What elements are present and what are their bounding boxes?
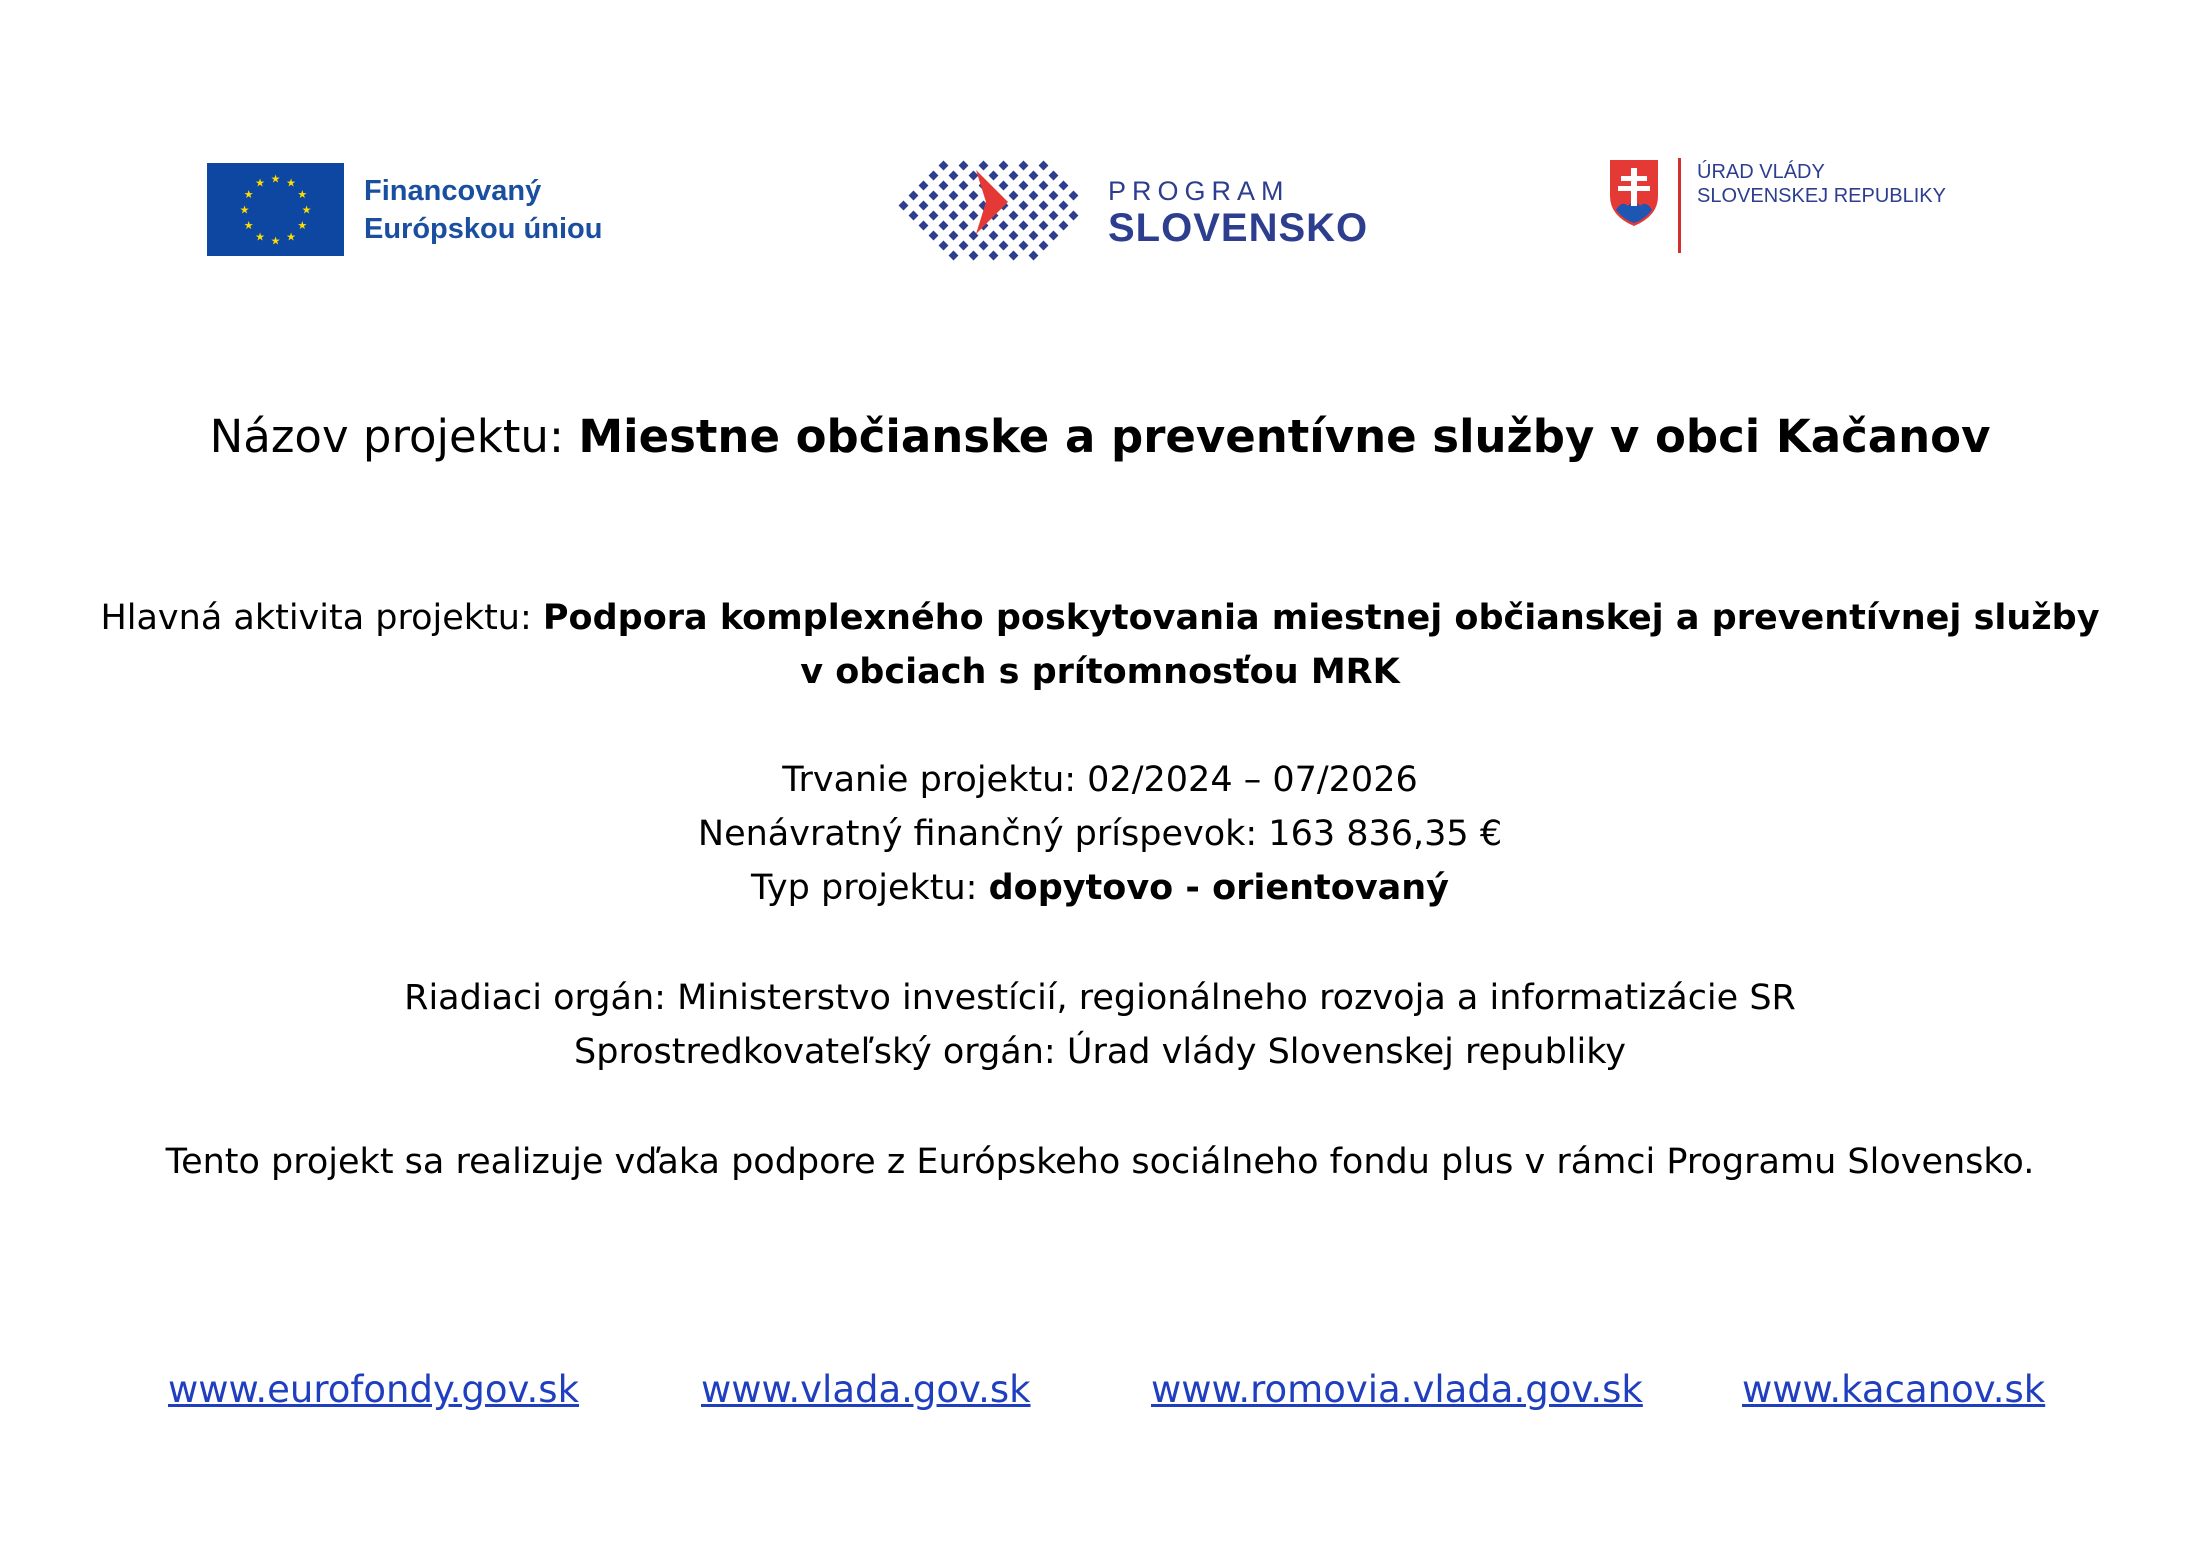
pattern-diamond — [949, 191, 959, 201]
pattern-diamond — [949, 211, 959, 221]
pattern-diamond — [919, 201, 929, 211]
pattern-diamond — [979, 241, 989, 251]
pattern-diamond — [909, 211, 919, 221]
activity-value-line1: Podpora komplexného poskytovania miestnej občianskej a preventívnej služby — [542, 598, 2100, 638]
managing-authority: Riadiaci orgán: Ministerstvo investícií, regionálneho rozvoja a informatizácie SR — [404, 978, 1796, 1018]
eu-flag-icon — [207, 163, 344, 256]
pattern-diamond — [1049, 191, 1059, 201]
pattern-diamond — [1019, 221, 1029, 231]
pattern-diamond — [959, 181, 969, 191]
eu-star-icon: ★ — [243, 189, 254, 201]
activity-label: Hlavná aktivita projektu: — [100, 598, 543, 638]
link-vlada[interactable]: www.vlada.gov.sk — [701, 1368, 1031, 1411]
program-logo-line2: SLOVENSKO — [1108, 205, 1369, 250]
pattern-diamond — [939, 241, 949, 251]
pattern-diamond — [939, 181, 949, 191]
urad-vlady-logo — [1608, 158, 1946, 253]
pattern-diamond — [1019, 241, 1029, 251]
pattern-diamond — [1009, 231, 1019, 241]
pattern-diamond — [959, 241, 969, 251]
pattern-diamond — [969, 211, 979, 221]
project-grant: Nenávratný finančný príspevok: 163 836,35 € — [697, 814, 1503, 854]
logo-divider — [1678, 158, 1681, 253]
pattern-diamond — [1039, 241, 1049, 251]
activity-value-line2: v obciach s prítomnosťou MRK — [800, 652, 1400, 692]
eu-star-icon: ★ — [297, 189, 308, 201]
type-label: Typ projektu: — [751, 868, 989, 908]
program-slovensko-logo — [898, 160, 1368, 265]
pattern-diamond — [1029, 191, 1039, 201]
pattern-diamond — [999, 241, 1009, 251]
pattern-diamond — [999, 161, 1009, 171]
pattern-diamond — [1049, 171, 1059, 181]
project-duration: Trvanie projektu: 02/2024 – 07/2026 — [782, 760, 1418, 800]
pattern-diamond — [1029, 251, 1039, 261]
pattern-diamond — [1009, 251, 1019, 261]
pattern-diamond — [1029, 231, 1039, 241]
program-logo-line1: PROGRAM — [1108, 175, 1290, 206]
link-romovia[interactable]: www.romovia.vlada.gov.sk — [1151, 1368, 1643, 1411]
link-eurofondy[interactable]: www.eurofondy.gov.sk — [168, 1368, 579, 1411]
pattern-diamond — [999, 181, 1009, 191]
pattern-diamond — [1069, 211, 1079, 221]
eu-star-icon: ★ — [255, 231, 265, 244]
pattern-diamond — [1039, 161, 1049, 171]
eu-star-icon: ★ — [297, 220, 308, 232]
eu-star-icon: ★ — [243, 220, 254, 232]
pattern-diamond — [969, 251, 979, 261]
pattern-diamond — [1009, 191, 1019, 201]
pattern-diamond — [989, 251, 999, 261]
pattern-diamond — [1069, 191, 1079, 201]
pattern-diamond — [1039, 221, 1049, 231]
pattern-diamond — [1009, 211, 1019, 221]
slovak-coat-of-arms-icon — [1608, 158, 1660, 228]
pattern-diamond — [979, 161, 989, 171]
program-slovensko-icon — [898, 160, 1088, 265]
urad-logo-line2: SLOVENSKEJ REPUBLIKY — [1697, 185, 1946, 207]
eu-star-icon: ★ — [286, 177, 296, 190]
project-name-value: Miestne občianske a preventívne služby v obci Kačanov — [578, 410, 1991, 463]
pattern-diamond — [939, 201, 949, 211]
pattern-diamond — [1019, 201, 1029, 211]
pattern-diamond — [899, 201, 909, 211]
project-name — [0, 410, 2200, 463]
eu-funding-logo — [207, 163, 602, 256]
intermediate-body: Sprostredkovateľský orgán: Úrad vlády Slovenskej republiky — [574, 1032, 1626, 1072]
eu-logo-line2: Európskou úniou — [364, 212, 603, 245]
pattern-diamond — [1059, 181, 1069, 191]
pattern-diamond — [929, 171, 939, 181]
eu-star-icon: ★ — [270, 235, 281, 248]
type-value: dopytovo - orientovaný — [988, 868, 1449, 908]
eu-star-icon: ★ — [286, 231, 296, 244]
links-row — [0, 1368, 2200, 1418]
pattern-diamond — [1039, 201, 1049, 211]
pattern-diamond — [919, 181, 929, 191]
pattern-diamond — [1059, 201, 1069, 211]
eu-star-icon: ★ — [255, 177, 265, 190]
pattern-diamond — [1039, 181, 1049, 191]
pattern-diamond — [969, 191, 979, 201]
pattern-diamond — [939, 161, 949, 171]
project-type — [0, 868, 2200, 908]
pattern-diamond — [989, 171, 999, 181]
pattern-diamond — [1049, 211, 1059, 221]
pattern-diamond — [939, 221, 949, 231]
pattern-diamond — [909, 191, 919, 201]
logo-bar — [0, 0, 2200, 300]
eu-star-icon: ★ — [270, 173, 281, 186]
pattern-diamond — [989, 231, 999, 241]
pattern-diamond — [929, 191, 939, 201]
eu-logo-line1: Financovaný — [364, 174, 542, 207]
pattern-diamond — [1059, 221, 1069, 231]
funding-statement: Tento projekt sa realizuje vďaka podpore z Európskeho sociálneho fondu plus v rámci Programu Slovensko. — [165, 1142, 2035, 1182]
project-name-label: Názov projektu: — [209, 410, 579, 463]
project-activity — [0, 598, 2200, 638]
pattern-diamond — [1049, 231, 1059, 241]
pattern-diamond — [999, 221, 1009, 231]
pattern-diamond — [949, 171, 959, 181]
pattern-diamond — [949, 231, 959, 241]
pattern-diamond — [1029, 171, 1039, 181]
urad-logo-line1: ÚRAD VLÁDY — [1697, 161, 1825, 183]
pattern-diamond — [959, 161, 969, 171]
pattern-diamond — [959, 221, 969, 231]
pattern-diamond — [919, 221, 929, 231]
pattern-diamond — [1019, 161, 1029, 171]
pattern-diamond — [1019, 181, 1029, 191]
pattern-diamond — [1029, 211, 1039, 221]
pattern-diamond — [929, 211, 939, 221]
pattern-diamond — [959, 201, 969, 211]
link-kacanov[interactable]: www.kacanov.sk — [1742, 1368, 2046, 1411]
pattern-diamond — [929, 231, 939, 241]
pattern-diamond — [949, 251, 959, 261]
pattern-diamond — [1009, 171, 1019, 181]
eu-star-icon: ★ — [239, 204, 250, 217]
eu-star-icon: ★ — [301, 204, 312, 217]
